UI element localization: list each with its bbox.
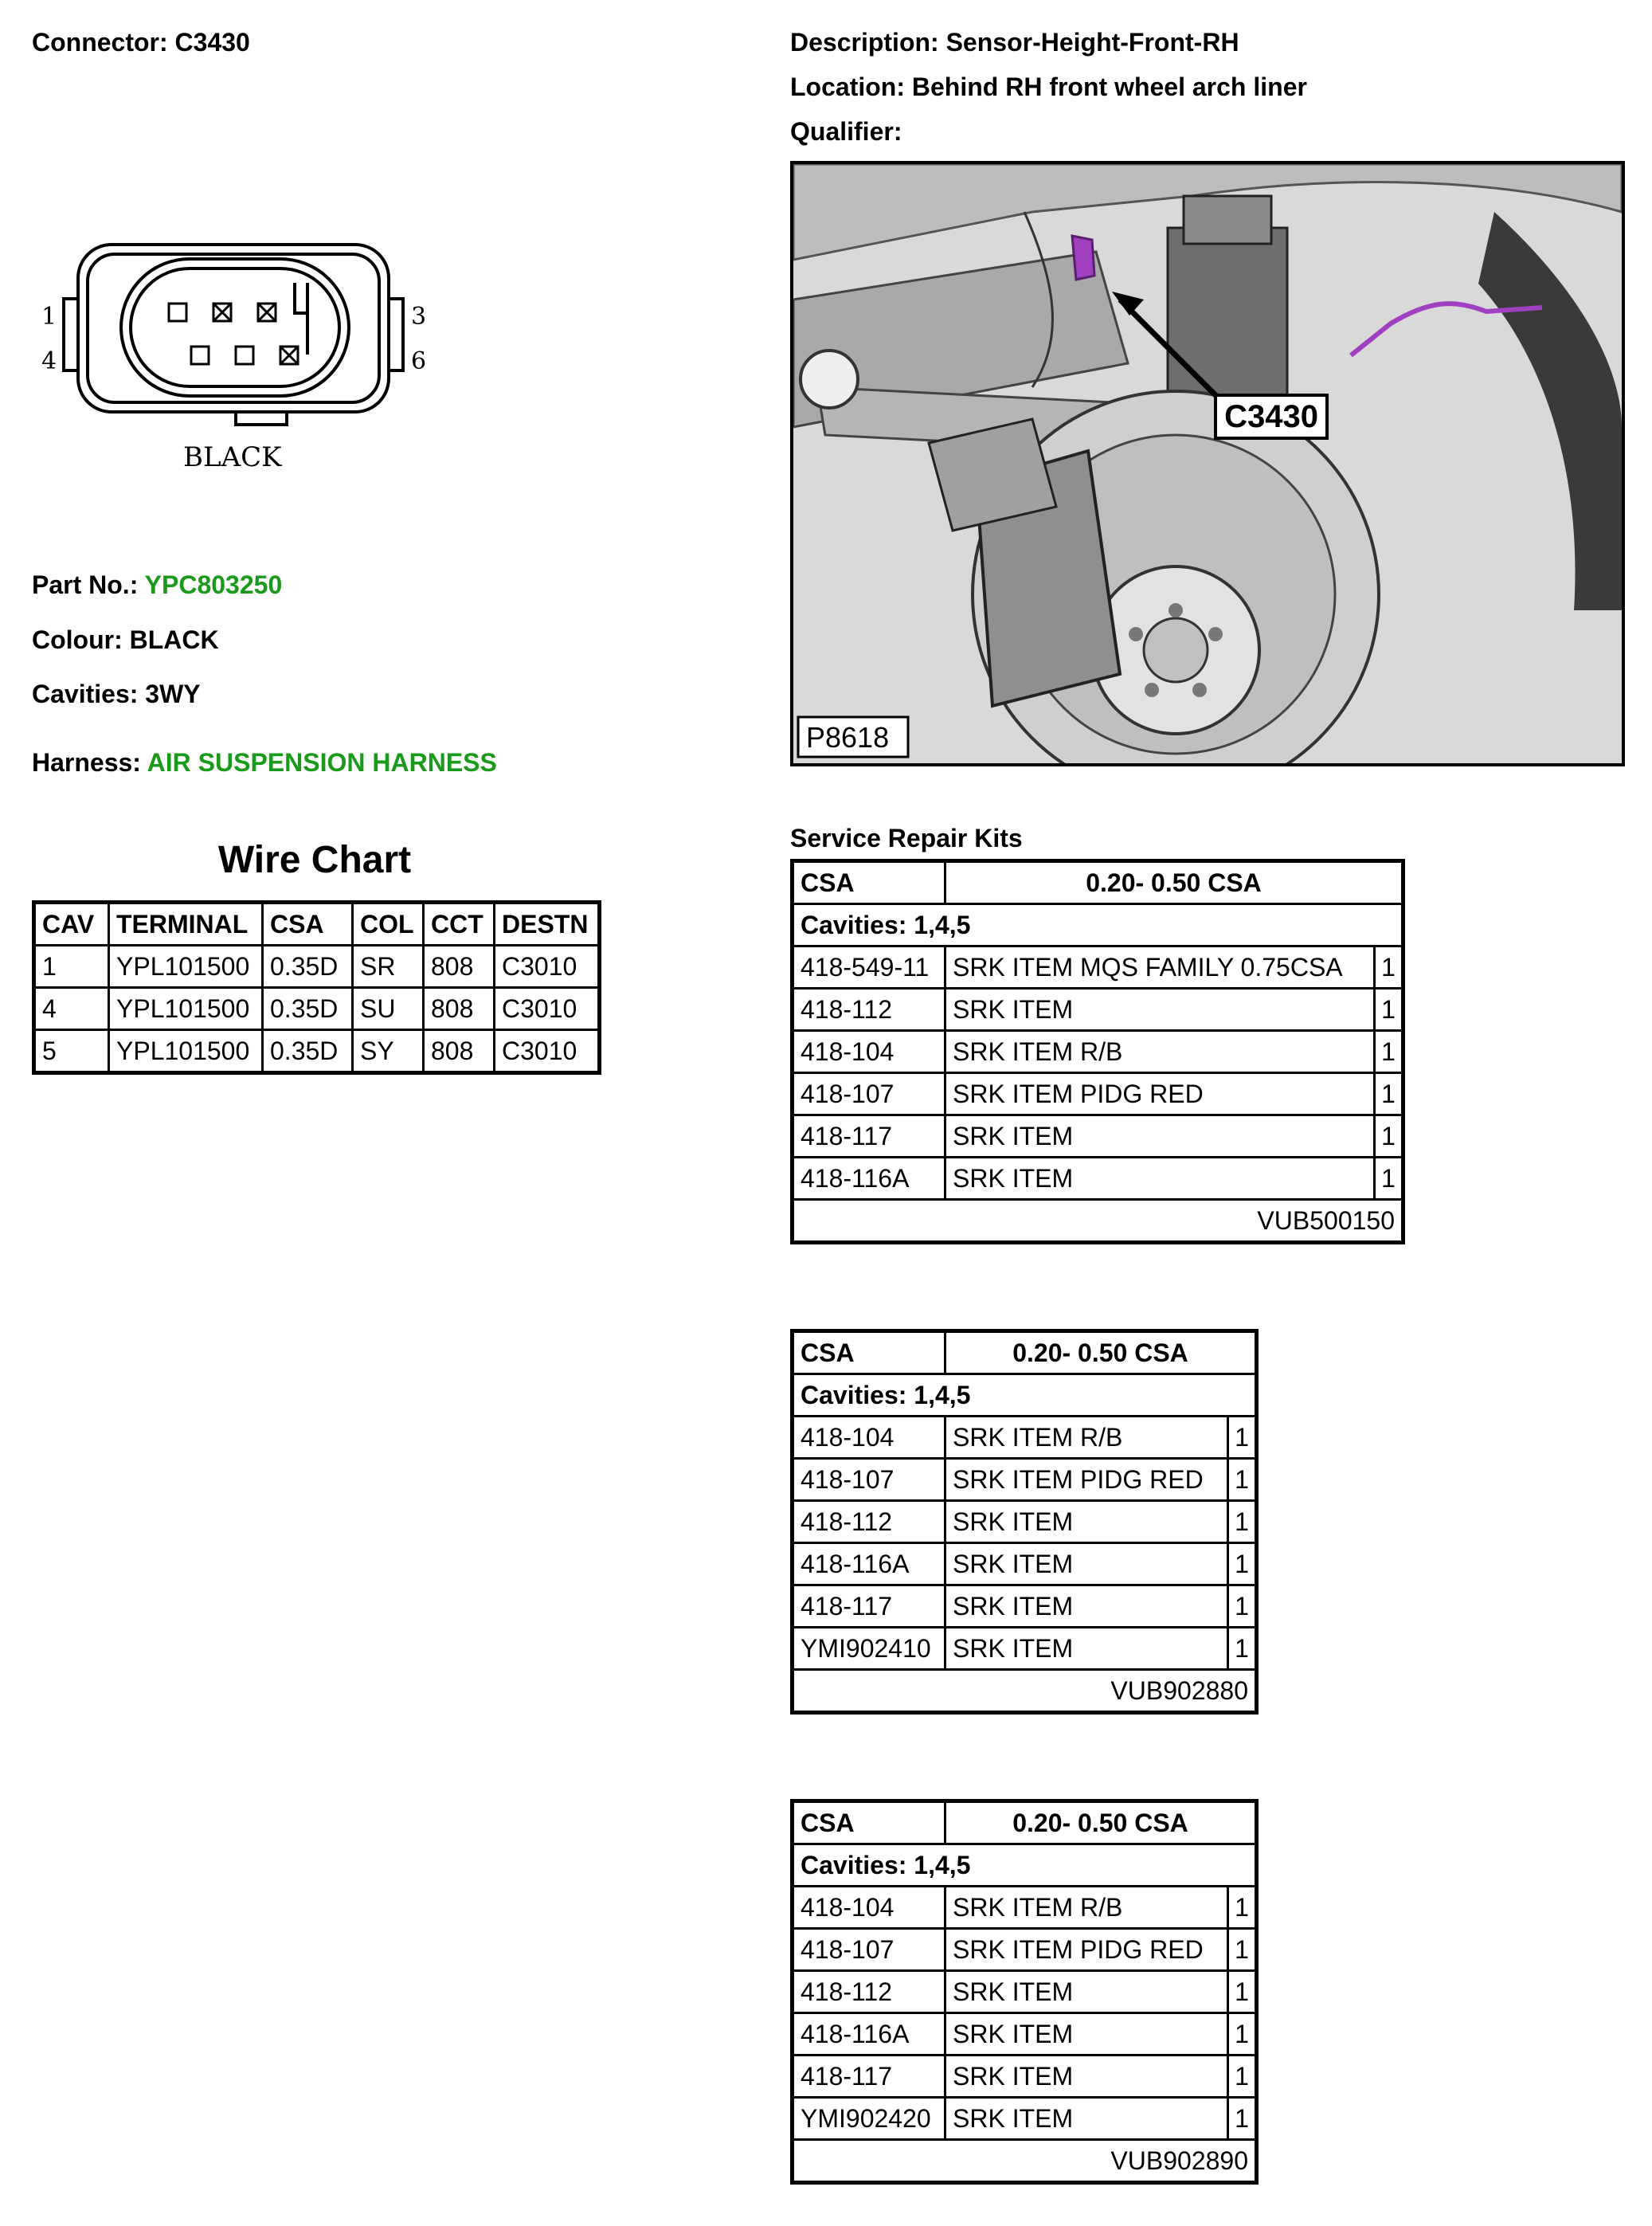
kit-item-part: 418-117: [793, 2056, 945, 2098]
kit-item-qty: 1: [1228, 1417, 1257, 1459]
table-row: [34, 946, 600, 988]
kit-item-desc: SRK ITEM PIDG RED: [945, 1073, 1375, 1115]
cell-cct: 808: [424, 988, 495, 1030]
kit-item-part: 418-104: [793, 1031, 945, 1073]
cell-col: SY: [353, 1030, 424, 1073]
location-photo: [790, 161, 1625, 766]
table-row: [793, 1971, 1257, 2013]
kit-number: VUB902890: [793, 2140, 1257, 2183]
wheel-arch-illustration: [793, 164, 1622, 763]
part-number-line: [32, 570, 282, 600]
kit-item-part: 418-117: [793, 1585, 945, 1628]
kit-csa-value: 0.20- 0.50 CSA: [945, 1801, 1257, 1844]
table-row: [793, 1501, 1257, 1543]
location-label: Location:: [790, 73, 905, 101]
cell-col: SU: [353, 988, 424, 1030]
kit-item-qty: 1: [1228, 2098, 1257, 2140]
pin-4-label: 4: [41, 347, 57, 375]
kit-item-part: 418-116A: [793, 1158, 945, 1200]
kit-csa-row: [793, 861, 1403, 904]
cell-csa: 0.35D: [263, 1030, 353, 1073]
connector-heading: [32, 27, 250, 57]
col-header-csa: CSA: [263, 903, 353, 946]
kit-item-desc: SRK ITEM: [945, 1628, 1228, 1670]
col-header-cav: CAV: [34, 903, 109, 946]
wire-chart-header-row: [34, 903, 600, 946]
cell-cav: 5: [34, 1030, 109, 1073]
kit-item-desc: SRK ITEM: [945, 1585, 1228, 1628]
description-line: [790, 27, 1239, 57]
cell-cct: 808: [424, 946, 495, 988]
colour-line: [32, 625, 219, 655]
kit-item-part: 418-112: [793, 989, 945, 1031]
kit-item-qty: 1: [1228, 1459, 1257, 1501]
cell-cav: 4: [34, 988, 109, 1030]
kit-cavities: Cavities: 1,4,5: [793, 1374, 1257, 1417]
kit-item-desc: SRK ITEM: [945, 1158, 1375, 1200]
kit-item-qty: 1: [1228, 1929, 1257, 1971]
service-kits-title: Service Repair Kits: [790, 824, 1023, 852]
cell-cav: 1: [34, 946, 109, 988]
harness-label: Harness:: [32, 748, 141, 777]
kit-table-3: [790, 1799, 1259, 2185]
colour-label: Colour:: [32, 625, 123, 654]
part-number-link[interactable]: YPC803250: [144, 570, 283, 599]
kit-csa-label: CSA: [793, 1801, 945, 1844]
kit-item-qty: 1: [1375, 1073, 1403, 1115]
kit-csa-row: [793, 1331, 1257, 1374]
cell-col: SR: [353, 946, 424, 988]
location-value: Behind RH front wheel arch liner: [911, 73, 1307, 101]
table-row: [793, 1585, 1257, 1628]
kit-number: VUB902880: [793, 1670, 1257, 1713]
wire-chart-title: Wire Chart: [217, 839, 412, 881]
kit-table-2: [790, 1329, 1259, 1715]
kit-cavities: Cavities: 1,4,5: [793, 1844, 1257, 1887]
table-row: [793, 1887, 1257, 1929]
cell-terminal: YPL101500: [109, 946, 263, 988]
kit-cavities: Cavities: 1,4,5: [793, 904, 1403, 946]
kit-item-desc: SRK ITEM PIDG RED: [945, 1929, 1228, 1971]
kit-item-part: YMI902410: [793, 1628, 945, 1670]
table-row: [793, 2098, 1257, 2140]
cell-csa: 0.35D: [263, 988, 353, 1030]
table-row: [793, 1158, 1403, 1200]
location-line: [790, 72, 1307, 102]
description-label: Description:: [790, 28, 939, 57]
kit-item-desc: SRK ITEM: [945, 2056, 1228, 2098]
harness-line: [32, 747, 497, 778]
kit-item-desc: SRK ITEM: [945, 1115, 1375, 1158]
qualifier-line: [790, 116, 902, 147]
kit-csa-label: CSA: [793, 861, 945, 904]
description-value: Sensor-Height-Front-RH: [945, 28, 1239, 57]
photo-ref: P8618: [806, 721, 890, 754]
kit-item-qty: 1: [1375, 1115, 1403, 1158]
table-row: [34, 988, 600, 1030]
colour-value: BLACK: [129, 625, 219, 654]
cavities-value: 3WY: [145, 680, 201, 708]
kit-number: VUB500150: [793, 1200, 1403, 1243]
kit-item-desc: SRK ITEM: [945, 2013, 1228, 2056]
cavities-line: [32, 679, 201, 709]
kit-item-qty: 1: [1228, 1628, 1257, 1670]
kit-item-qty: 1: [1228, 1501, 1257, 1543]
col-header-col: COL: [353, 903, 424, 946]
kit-item-part: 418-107: [793, 1073, 945, 1115]
cell-cct: 808: [424, 1030, 495, 1073]
table-row: [34, 1030, 600, 1073]
kit-item-part: 418-107: [793, 1929, 945, 1971]
kit-item-desc: SRK ITEM MQS FAMILY 0.75CSA: [945, 946, 1375, 989]
kit-cavities-row: [793, 1374, 1257, 1417]
table-row: [793, 1073, 1403, 1115]
cell-terminal: YPL101500: [109, 988, 263, 1030]
table-row: [793, 989, 1403, 1031]
kit-item-desc: SRK ITEM R/B: [945, 1031, 1375, 1073]
cavity-squares: [169, 304, 298, 364]
kit-item-qty: 1: [1375, 946, 1403, 989]
kit-cavities-row: [793, 1844, 1257, 1887]
kit-item-part: 418-116A: [793, 1543, 945, 1585]
kit-item-desc: SRK ITEM: [945, 1971, 1228, 2013]
kit-item-desc: SRK ITEM: [945, 1543, 1228, 1585]
cell-destn: C3010: [495, 1030, 600, 1073]
table-row: [793, 1459, 1257, 1501]
kit-item-desc: SRK ITEM R/B: [945, 1417, 1228, 1459]
table-row: [793, 2013, 1257, 2056]
kit-item-qty: 1: [1228, 1585, 1257, 1628]
photo-callout: C3430: [1224, 399, 1318, 434]
kit-item-qty: 1: [1228, 1971, 1257, 2013]
kit-item-part: YMI902420: [793, 2098, 945, 2140]
cell-destn: C3010: [495, 946, 600, 988]
kit-item-desc: SRK ITEM PIDG RED: [945, 1459, 1228, 1501]
kit-item-part: 418-104: [793, 1887, 945, 1929]
kit-item-part: 418-116A: [793, 2013, 945, 2056]
table-row: [793, 946, 1403, 989]
kit-item-qty: 1: [1375, 1158, 1403, 1200]
table-row: [793, 1115, 1403, 1158]
kit-csa-value: 0.20- 0.50 CSA: [945, 861, 1403, 904]
table-row: [793, 1417, 1257, 1459]
kit-item-qty: 1: [1228, 1887, 1257, 1929]
cell-destn: C3010: [495, 988, 600, 1030]
table-row: [793, 1929, 1257, 1971]
kit-item-desc: SRK ITEM: [945, 989, 1375, 1031]
pin-6-label: 6: [411, 347, 427, 375]
kit-csa-value: 0.20- 0.50 CSA: [945, 1331, 1257, 1374]
kit-number-row: [793, 1670, 1257, 1713]
cell-csa: 0.35D: [263, 946, 353, 988]
kit-csa-label: CSA: [793, 1331, 945, 1374]
cell-terminal: YPL101500: [109, 1030, 263, 1073]
table-row: [793, 1031, 1403, 1073]
pin-3-label: 3: [411, 303, 427, 331]
kit-csa-row: [793, 1801, 1257, 1844]
col-header-destn: DESTN: [495, 903, 600, 946]
kit-item-qty: 1: [1228, 1543, 1257, 1585]
kit-item-qty: 1: [1375, 989, 1403, 1031]
kit-item-part: 418-549-11: [793, 946, 945, 989]
table-row: [793, 1543, 1257, 1585]
kit-item-desc: SRK ITEM: [945, 1501, 1228, 1543]
diagram-colour-label: BLACK: [183, 441, 282, 473]
kit-item-qty: 1: [1228, 2013, 1257, 2056]
kit-item-part: 418-107: [793, 1459, 945, 1501]
kit-item-desc: SRK ITEM: [945, 2098, 1228, 2140]
kit-item-qty: 1: [1228, 2056, 1257, 2098]
connector-label: Connector:: [32, 28, 168, 57]
kit-item-part: 418-104: [793, 1417, 945, 1459]
table-row: [793, 2056, 1257, 2098]
kit-item-part: 418-112: [793, 1971, 945, 2013]
kit-item-qty: 1: [1375, 1031, 1403, 1073]
qualifier-label: Qualifier:: [790, 117, 902, 146]
kit-item-desc: SRK ITEM R/B: [945, 1887, 1228, 1929]
kit-cavities-row: [793, 904, 1403, 946]
connector-value: C3430: [174, 28, 250, 57]
wire-chart-table: [32, 900, 601, 1075]
pin-1-label: 1: [41, 303, 57, 331]
kit-table-1: [790, 859, 1405, 1244]
col-header-cct: CCT: [424, 903, 495, 946]
col-header-terminal: TERMINAL: [109, 903, 263, 946]
harness-link[interactable]: AIR SUSPENSION HARNESS: [147, 748, 497, 777]
connector-face-diagram: [32, 235, 446, 490]
kit-item-part: 418-112: [793, 1501, 945, 1543]
kit-item-part: 418-117: [793, 1115, 945, 1158]
kit-number-row: [793, 2140, 1257, 2183]
kit-number-row: [793, 1200, 1403, 1243]
cavities-label: Cavities:: [32, 680, 139, 708]
table-row: [793, 1628, 1257, 1670]
part-label: Part No.:: [32, 570, 139, 599]
